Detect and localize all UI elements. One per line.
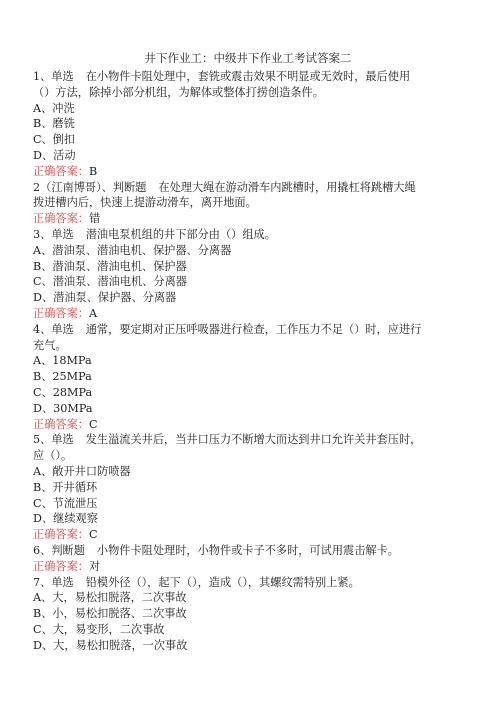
- question-type: 判断题: [51, 543, 85, 557]
- answer-line: [33, 417, 463, 433]
- answer-value: A: [88, 306, 98, 320]
- question-number: 1、: [33, 70, 52, 83]
- answer-label: 正确答案：: [33, 212, 89, 226]
- question-type: （江南博哥）、判断题: [40, 180, 147, 194]
- question-number: 3、: [33, 227, 52, 241]
- question-text: 在处理大绳在游动滑车内跳槽时，用撬杠将跳槽大绳: [158, 180, 416, 194]
- question-text-continued: （）方法，除掉小部分机组，为解体或整体打捞创造条件。: [33, 85, 324, 99]
- option-b: B、开井循环: [33, 480, 98, 494]
- page-title: 井下作业工：中级井下作业工考试答案二: [144, 51, 352, 65]
- option-d: D、30MPa: [33, 401, 93, 415]
- question-stem: [33, 69, 463, 85]
- question-text-continued: 充气。: [33, 338, 67, 352]
- question-list: [33, 69, 463, 653]
- answer-label: 正确答案：: [33, 417, 89, 431]
- question-item: [33, 322, 463, 433]
- answer-value: 对: [88, 559, 101, 573]
- option-c: C、倒扣: [33, 133, 76, 147]
- option-a: A、敞开井口防喷器: [33, 464, 131, 478]
- question-text: 在小物件卡阻处理中，套铣或震击效果不明显或无效时，最后使用: [85, 70, 411, 83]
- answer-line: [33, 527, 463, 543]
- answer-value: C: [88, 417, 98, 431]
- option-d: D、继续观察: [33, 512, 98, 526]
- question-stem: [33, 432, 463, 448]
- answer-line: [33, 211, 463, 227]
- question-text-continued: 拨进槽内后，快速上提游动滑车，离开地面。: [33, 196, 257, 210]
- question-number: 2: [33, 180, 41, 194]
- question-type: 单选: [51, 322, 74, 336]
- option-a: A、18MPa: [33, 354, 92, 368]
- answer-line: [33, 306, 463, 322]
- answer-line: [33, 164, 463, 180]
- option-c: C、节流泄压: [33, 496, 98, 510]
- answer-label: 正确答案：: [33, 528, 89, 542]
- option-b: B、25MPa: [33, 370, 92, 384]
- option-a: A、冲洗: [33, 101, 75, 115]
- answer-value: 错: [88, 212, 101, 226]
- question-stem: [33, 575, 463, 591]
- question-item: [33, 180, 463, 227]
- question-stem: [33, 227, 463, 243]
- question-stem: [33, 322, 463, 338]
- question-text: 发生溢流关井后，当井口压力不断增大而达到井口允许关井套压时，: [85, 433, 422, 447]
- answer-label: 正确答案：: [33, 306, 89, 320]
- question-stem: [33, 180, 463, 196]
- answer-label: 正确答案：: [33, 164, 89, 178]
- question-type: 单选: [51, 575, 74, 589]
- option-d: D、潜油泵、保护器、分离器: [33, 291, 177, 305]
- question-text: 通常，要定期对正压呼吸器进行检查，工作压力不足（）时，应进行: [85, 322, 422, 336]
- option-a: A、潜油泵、潜油电机、保护器、分离器: [33, 243, 232, 257]
- option-d: D、大，易松扣脱落，一次事故: [33, 638, 188, 652]
- option-b: B、潜油泵、潜油电机、保护器: [33, 259, 187, 273]
- question-number: 6、: [33, 543, 52, 557]
- question-item: [33, 432, 463, 543]
- option-b: B、小，易松扣脱落、二次事故: [33, 607, 187, 621]
- question-text-continued: 应（）。: [33, 449, 73, 463]
- question-type: 单选: [51, 433, 74, 447]
- option-d: D、活动: [33, 148, 76, 162]
- answer-label: 正确答案：: [33, 559, 89, 573]
- option-c: C、潜油泵、潜油电机、分离器: [33, 275, 187, 289]
- option-c: C、28MPa: [33, 385, 93, 399]
- option-c: C、大，易变形，二次事故: [33, 622, 165, 636]
- question-type: 单选: [51, 70, 74, 83]
- option-a: A、大，易松扣脱落，二次事故: [33, 591, 187, 605]
- answer-value: B: [88, 164, 98, 178]
- question-item: [33, 543, 463, 575]
- question-item: [33, 69, 463, 180]
- answer-value: C: [88, 528, 98, 542]
- question-stem: [33, 543, 463, 559]
- question-text: 小物件卡阻处理时，小物件或卡子不多时，可试用震击解卡。: [96, 543, 399, 557]
- question-number: 5、: [33, 433, 52, 447]
- option-b: B、磨铣: [33, 117, 75, 131]
- question-number: 7、: [33, 575, 52, 589]
- question-text: 铅模外径（），起下（），造成（），其螺纹需特别上紧。: [85, 575, 360, 589]
- question-item: [33, 575, 463, 654]
- question-item: [33, 227, 463, 322]
- answer-line: [33, 559, 463, 575]
- question-text: 潜油电泵机组的井下部分由（）组成。: [85, 227, 276, 241]
- question-type: 单选: [51, 227, 74, 241]
- question-number: 4、: [33, 322, 52, 336]
